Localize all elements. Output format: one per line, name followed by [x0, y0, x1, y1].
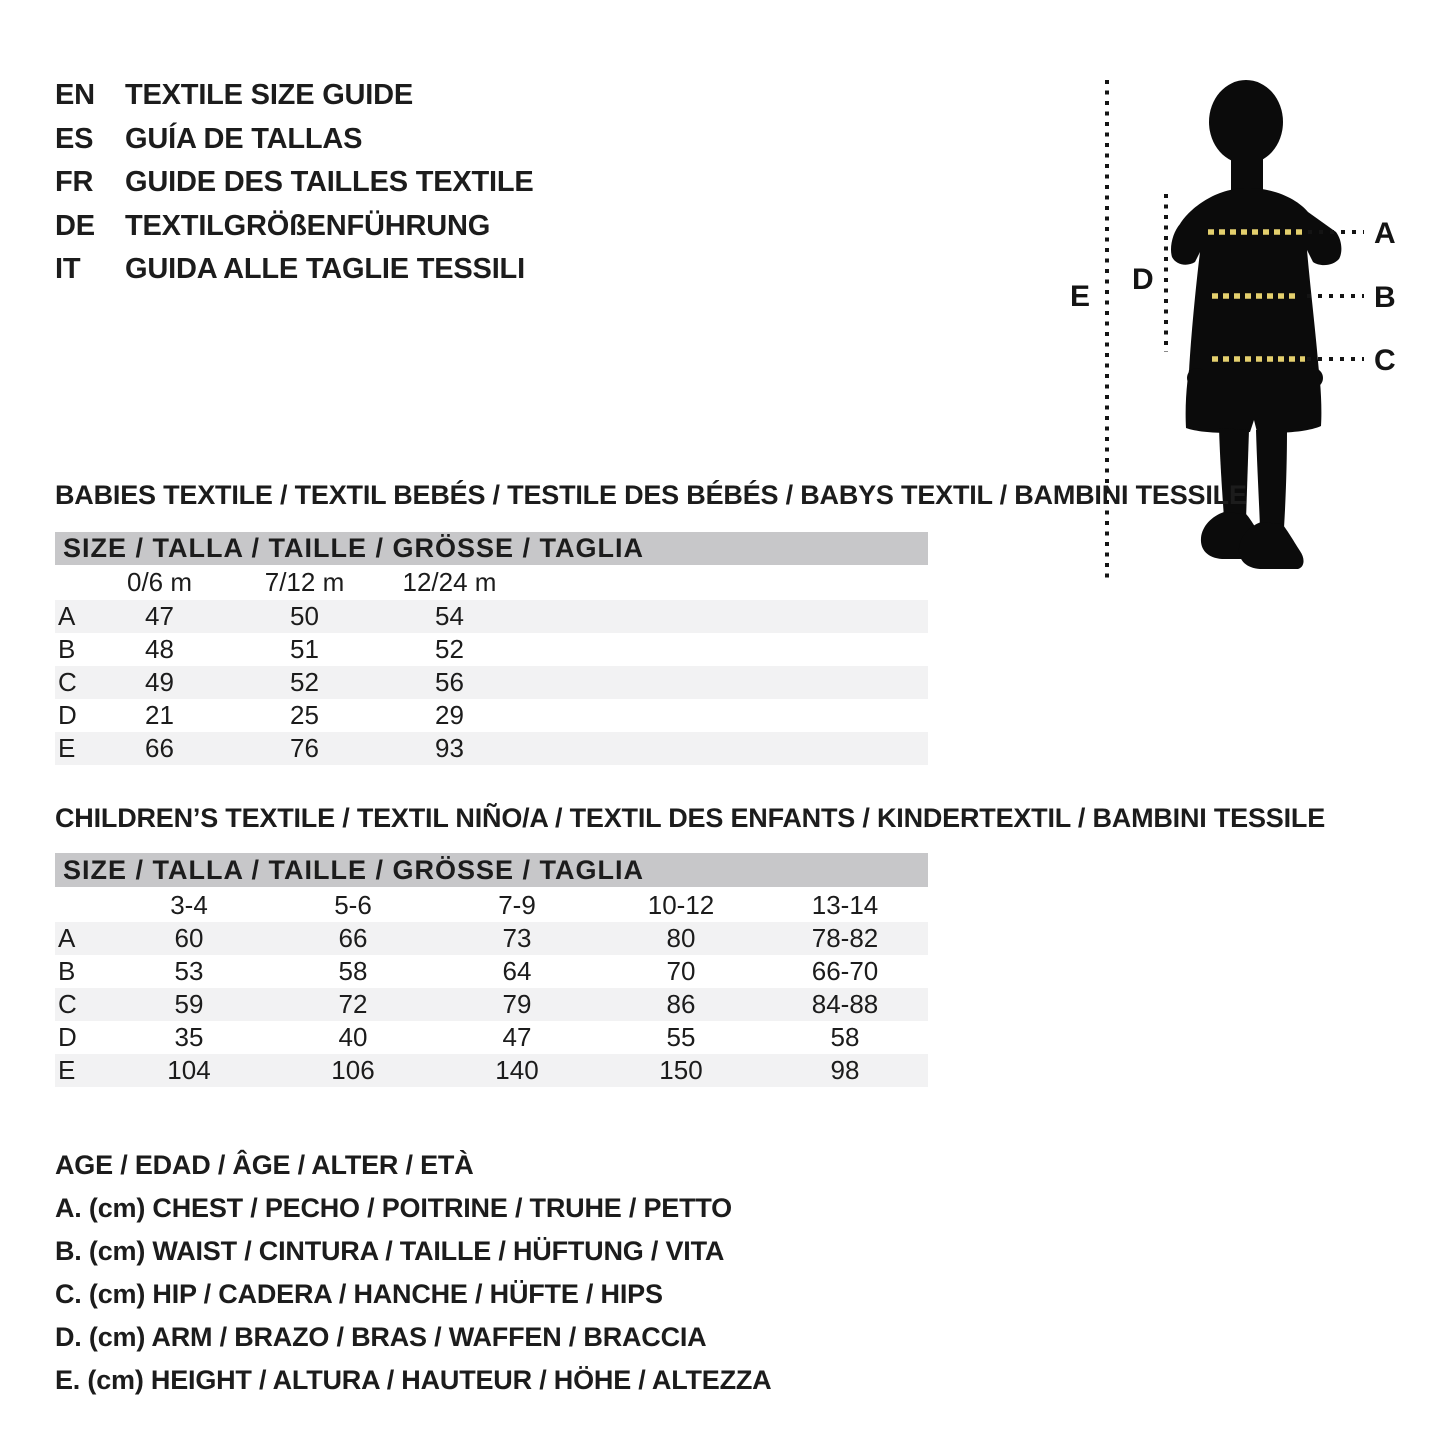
language-title: GUIDE DES TAILLES TEXTILE — [125, 166, 534, 198]
row-label: B — [58, 956, 76, 986]
column-header: 7/12 m — [264, 567, 345, 597]
cell-value: 106 — [331, 1055, 375, 1085]
cell-value: 55 — [666, 1022, 696, 1052]
measure-label-e: E — [1070, 280, 1091, 313]
cell-value: 47 — [502, 1022, 532, 1052]
cell-value: 140 — [495, 1055, 539, 1085]
row-label: C — [58, 989, 77, 1019]
babies-section-title: BABIES TEXTILE / TEXTIL BEBÉS / TESTILE DES BÉBÉS / BABYS TEXTIL / BAMBINI TESSILE — [55, 480, 1247, 510]
cell-value: 56 — [435, 667, 464, 697]
babies-size-header-bar — [55, 532, 928, 565]
cell-value: 21 — [145, 700, 174, 730]
language-row — [55, 118, 534, 162]
cell-value: 84-88 — [811, 989, 879, 1019]
language-title: TEXTILE SIZE GUIDE — [125, 79, 414, 111]
cell-value: 51 — [290, 634, 319, 664]
language-row — [55, 248, 534, 292]
cell-value: 25 — [290, 700, 319, 730]
row-label: E — [58, 1055, 76, 1085]
table-row — [55, 922, 928, 955]
row-label: D — [58, 700, 77, 730]
language-row — [55, 161, 534, 205]
row-label: B — [58, 634, 76, 664]
cell-value: 35 — [174, 1022, 204, 1052]
cell-value: 52 — [435, 634, 464, 664]
legend-line: A. (cm) CHEST / PECHO / POITRINE / TRUHE / PETTO — [55, 1193, 732, 1223]
measure-label-c: C — [1374, 344, 1396, 377]
children-table — [55, 888, 928, 1087]
cell-value: 66 — [338, 923, 368, 953]
size-header-text: SIZE / TALLA / TAILLE / GRÖSSE / TAGLIA — [63, 854, 644, 885]
column-header: 7-9 — [498, 889, 536, 920]
children-section-title: CHILDREN’S TEXTILE / TEXTIL NIÑO/A / TEXTIL DES ENFANTS / KINDERTEXTIL / BAMBINI TESSILE — [55, 803, 1326, 833]
measure-label-d: D — [1132, 263, 1154, 296]
size-header-text: SIZE / TALLA / TAILLE / GRÖSSE / TAGLIA — [63, 533, 644, 563]
language-title: GUIDA ALLE TAGLIE TESSILI — [125, 253, 525, 285]
cell-value: 66 — [145, 733, 174, 763]
cell-value: 72 — [338, 989, 368, 1019]
cell-value: 104 — [167, 1055, 211, 1085]
legend-line: E. (cm) HEIGHT / ALTURA / HAUTEUR / HÖHE / ALTEZZA — [55, 1365, 772, 1395]
table-row — [55, 955, 928, 988]
cell-value: 48 — [145, 634, 174, 664]
table-row — [55, 1021, 928, 1054]
cell-value: 50 — [290, 601, 319, 631]
language-code: DE — [55, 209, 95, 242]
babies-column-header-row — [55, 565, 928, 600]
cell-value: 58 — [338, 956, 368, 986]
measurement-legend — [55, 1144, 771, 1402]
row-label: A — [58, 601, 76, 631]
cell-value: 47 — [145, 601, 174, 631]
cell-value: 49 — [145, 667, 174, 697]
cell-value: 58 — [830, 1022, 860, 1052]
column-header: 0/6 m — [126, 567, 193, 597]
legend-line: B. (cm) WAIST / CINTURA / TAILLE / HÜFTUNG / VITA — [55, 1236, 725, 1266]
cell-value: 76 — [290, 733, 319, 763]
language-code: ES — [55, 122, 94, 155]
children-column-header-row — [55, 888, 928, 922]
row-label: D — [58, 1022, 77, 1052]
language-title: TEXTILGRÖßENFÜHRUNG — [125, 209, 491, 242]
cell-value: 29 — [435, 700, 464, 730]
table-row — [55, 666, 928, 699]
legend-line: AGE / EDAD / ÂGE / ALTER / ETÀ — [55, 1150, 474, 1180]
cell-value: 79 — [502, 989, 532, 1019]
table-row — [55, 988, 928, 1021]
cell-value: 80 — [666, 923, 696, 953]
language-row — [55, 205, 534, 249]
table-row — [55, 699, 928, 732]
column-header: 10-12 — [647, 889, 715, 920]
cell-value: 53 — [174, 956, 204, 986]
language-title: GUÍA DE TALLAS — [125, 122, 363, 155]
cell-value: 40 — [338, 1022, 368, 1052]
row-label: E — [58, 733, 76, 763]
children-size-header-bar — [55, 853, 928, 887]
language-title-list — [55, 74, 534, 292]
language-code: FR — [55, 166, 94, 198]
legend-line: D. (cm) ARM / BRAZO / BRAS / WAFFEN / BRACCIA — [55, 1322, 707, 1352]
column-header: 13-14 — [811, 889, 879, 920]
cell-value: 150 — [659, 1055, 703, 1085]
cell-value: 60 — [174, 923, 204, 953]
cell-value: 54 — [435, 601, 464, 631]
table-row — [55, 633, 928, 666]
cell-value: 73 — [502, 923, 532, 953]
table-row — [55, 732, 928, 765]
column-header: 5-6 — [334, 889, 372, 920]
measure-label-a: A — [1374, 217, 1396, 250]
table-row — [55, 1054, 928, 1087]
measure-label-b: B — [1374, 281, 1396, 314]
row-label: C — [58, 667, 77, 697]
language-row — [55, 74, 534, 118]
cell-value: 64 — [502, 956, 532, 986]
row-label: A — [58, 923, 76, 953]
cell-value: 93 — [435, 733, 464, 763]
cell-value: 86 — [666, 989, 696, 1019]
cell-value: 66-70 — [811, 956, 879, 986]
language-code: EN — [55, 79, 95, 111]
babies-table — [55, 565, 928, 765]
column-header: 3-4 — [170, 889, 208, 920]
cell-value: 52 — [290, 667, 319, 697]
table-row — [55, 600, 928, 633]
cell-value: 70 — [666, 956, 696, 986]
legend-line: C. (cm) HIP / CADERA / HANCHE / HÜFTE / HIPS — [55, 1279, 663, 1309]
language-code: IT — [55, 253, 81, 285]
cell-value: 78-82 — [811, 923, 879, 953]
column-header: 12/24 m — [402, 567, 497, 597]
cell-value: 98 — [830, 1055, 860, 1085]
cell-value: 59 — [174, 989, 204, 1019]
